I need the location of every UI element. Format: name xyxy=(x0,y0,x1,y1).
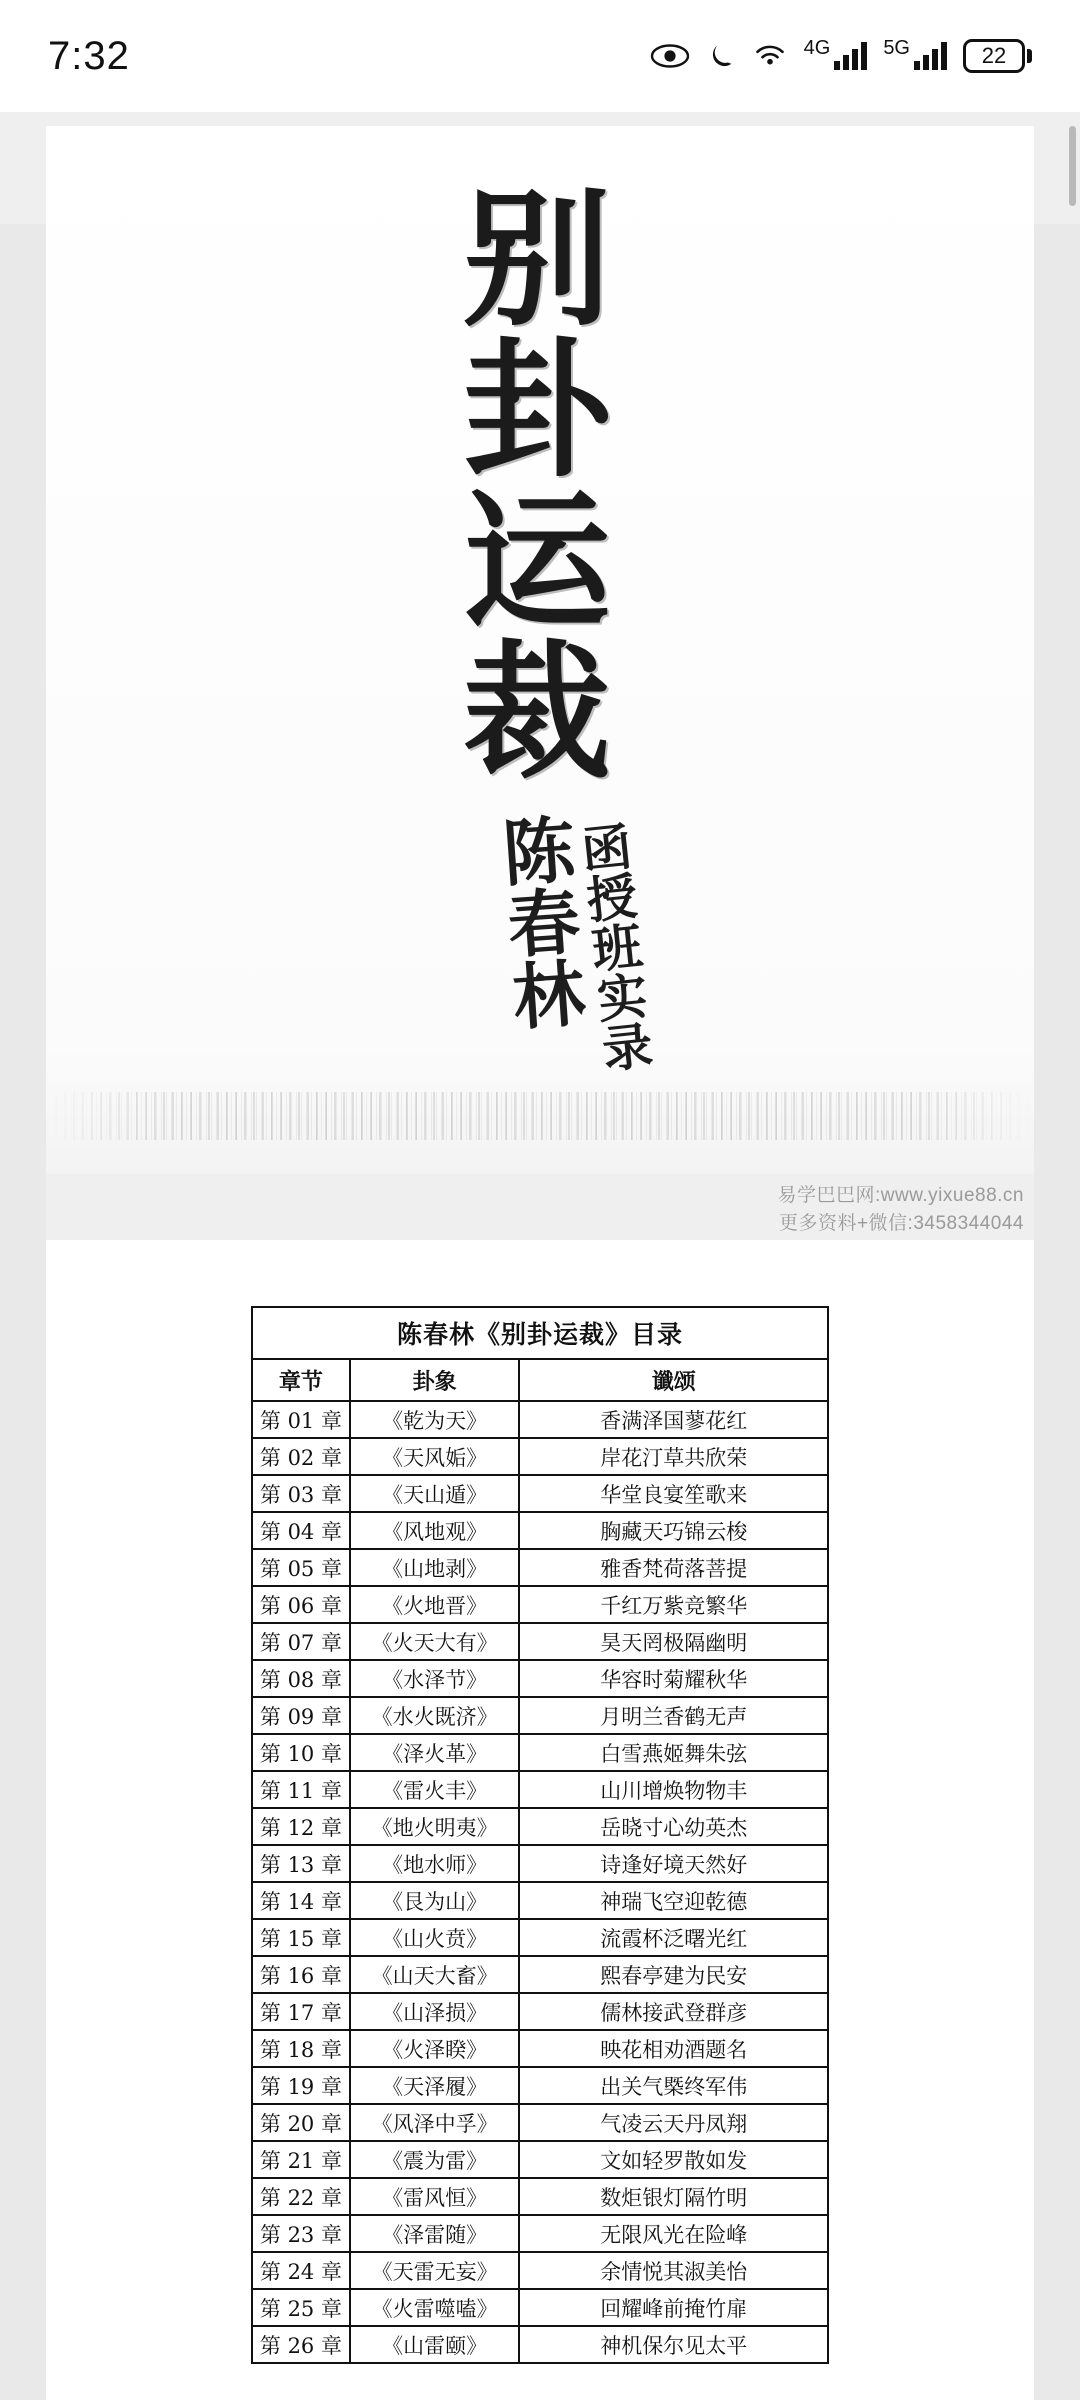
toc-cell-song: 气凌云天丹凤翔 xyxy=(519,2104,828,2141)
toc-cell-chapter: 第 06 章 xyxy=(252,1586,350,1623)
toc-cell-chapter: 第 13 章 xyxy=(252,1845,350,1882)
cover-series-label: 函授班实录 xyxy=(571,819,657,1075)
toc-cell-song: 诗逢好境天然好 xyxy=(519,1845,828,1882)
toc-cell-chapter: 第 05 章 xyxy=(252,1549,350,1586)
toc-cell-song: 流霞杯泛曙光红 xyxy=(519,1919,828,1956)
toc-cell-gua: 《山火贲》 xyxy=(350,1919,520,1956)
toc-cell-song: 胸藏天巧锦云梭 xyxy=(519,1512,828,1549)
document-scroll-area[interactable] xyxy=(0,112,1080,2400)
toc-cell-gua: 《雷风恒》 xyxy=(350,2178,520,2215)
toc-cell-chapter: 第 12 章 xyxy=(252,1808,350,1845)
toc-cell-gua: 《山天大畜》 xyxy=(350,1956,520,1993)
toc-cell-chapter: 第 20 章 xyxy=(252,2104,350,2141)
table-row[interactable] xyxy=(252,2252,828,2289)
toc-cell-chapter: 第 24 章 xyxy=(252,2252,350,2289)
cover-title-char-1: 别 xyxy=(463,172,617,346)
battery-level-label: 22 xyxy=(963,39,1025,73)
toc-cell-gua: 《山泽损》 xyxy=(350,1993,520,2030)
table-row[interactable] xyxy=(252,1771,828,1808)
toc-cell-song: 回耀峰前掩竹扉 xyxy=(519,2289,828,2326)
toc-title: 陈春林《别卦运裁》目录 xyxy=(252,1307,828,1359)
table-row[interactable] xyxy=(252,1919,828,1956)
toc-cell-song: 熙春亭建为民安 xyxy=(519,1956,828,1993)
toc-cell-chapter: 第 14 章 xyxy=(252,1882,350,1919)
table-row[interactable] xyxy=(252,1512,828,1549)
toc-cell-chapter: 第 23 章 xyxy=(252,2215,350,2252)
table-row[interactable] xyxy=(252,1660,828,1697)
toc-cell-gua: 《泽火革》 xyxy=(350,1734,520,1771)
battery-indicator xyxy=(963,39,1032,73)
status-icons xyxy=(650,36,1032,73)
toc-cell-song: 映花相劝酒题名 xyxy=(519,2030,828,2067)
table-row[interactable] xyxy=(252,2104,828,2141)
toc-cell-song: 岸花汀草共欣荣 xyxy=(519,1438,828,1475)
toc-cell-song: 千红万紫竞繁华 xyxy=(519,1586,828,1623)
toc-header-gua: 卦象 xyxy=(350,1359,520,1401)
toc-cell-song: 文如轻罗散如发 xyxy=(519,2141,828,2178)
table-row[interactable] xyxy=(252,2326,828,2363)
table-row[interactable] xyxy=(252,1993,828,2030)
toc-cell-chapter: 第 04 章 xyxy=(252,1512,350,1549)
toc-cell-chapter: 第 25 章 xyxy=(252,2289,350,2326)
table-row[interactable] xyxy=(252,2141,828,2178)
toc-cell-chapter: 第 22 章 xyxy=(252,2178,350,2215)
watermark-line-1: 易学巴巴网:www.yixue88.cn xyxy=(777,1185,1024,1206)
toc-cell-song: 雅香梵荷落菩提 xyxy=(519,1549,828,1586)
signal-bars-sim2 xyxy=(914,42,947,70)
page-right-margin xyxy=(1034,224,1080,2400)
cover-title-char-3: 运 xyxy=(463,473,617,648)
signal-bars-sim1 xyxy=(834,42,867,70)
network-type-5g: 5G xyxy=(883,36,910,59)
status-clock: 7:32 xyxy=(48,33,130,78)
table-row[interactable] xyxy=(252,2067,828,2104)
toc-cell-gua: 《乾为天》 xyxy=(350,1401,520,1438)
table-row[interactable] xyxy=(252,1586,828,1623)
table-row[interactable] xyxy=(252,1734,828,1771)
toc-cell-chapter: 第 16 章 xyxy=(252,1956,350,1993)
toc-cell-gua: 《火地晋》 xyxy=(350,1586,520,1623)
table-row[interactable] xyxy=(252,1845,828,1882)
toc-cell-gua: 《天泽履》 xyxy=(350,2067,520,2104)
toc-cell-gua: 《泽雷随》 xyxy=(350,2215,520,2252)
table-row[interactable] xyxy=(252,2178,828,2215)
toc-cell-song: 无限风光在险峰 xyxy=(519,2215,828,2252)
watermark-band xyxy=(46,1174,1034,1240)
toc-cell-gua: 《地水师》 xyxy=(350,1845,520,1882)
toc-cell-song: 数炬银灯隔竹明 xyxy=(519,2178,828,2215)
toc-cell-chapter: 第 03 章 xyxy=(252,1475,350,1512)
toc-cell-gua: 《火泽睽》 xyxy=(350,2030,520,2067)
toc-cell-chapter: 第 15 章 xyxy=(252,1919,350,1956)
toc-title-row xyxy=(252,1307,828,1359)
toc-header-chapter: 章节 xyxy=(252,1359,350,1401)
toc-cell-song: 华容时菊耀秋华 xyxy=(519,1660,828,1697)
vertical-scrollbar[interactable] xyxy=(1069,126,1076,206)
toc-cell-song: 华堂良宴笙歌来 xyxy=(519,1475,828,1512)
wifi-icon xyxy=(752,42,788,70)
table-row[interactable] xyxy=(252,1697,828,1734)
table-row[interactable] xyxy=(252,1623,828,1660)
page-left-margin xyxy=(0,224,46,2400)
toc-cell-gua: 《震为雷》 xyxy=(350,2141,520,2178)
toc-cell-song: 香满泽国蓼花红 xyxy=(519,1401,828,1438)
toc-cell-gua: 《地火明夷》 xyxy=(350,1808,520,1845)
table-row[interactable] xyxy=(252,2030,828,2067)
toc-cell-song: 神机保尔见太平 xyxy=(519,2326,828,2363)
toc-cell-song: 出关气槩终军伟 xyxy=(519,2067,828,2104)
toc-cell-chapter: 第 26 章 xyxy=(252,2326,350,2363)
toc-cell-song: 山川增焕物物丰 xyxy=(519,1771,828,1808)
cover-title xyxy=(46,172,1034,799)
table-row[interactable] xyxy=(252,2215,828,2252)
cover-page xyxy=(46,126,1034,1174)
toc-table xyxy=(251,1306,829,2364)
toc-header-song: 谶颂 xyxy=(519,1359,828,1401)
toc-cell-song: 昊天罔极隔幽明 xyxy=(519,1623,828,1660)
toc-cell-chapter: 第 01 章 xyxy=(252,1401,350,1438)
table-row[interactable] xyxy=(252,1401,828,1438)
toc-cell-chapter: 第 21 章 xyxy=(252,2141,350,2178)
toc-cell-gua: 《火雷噬嗑》 xyxy=(350,2289,520,2326)
battery-cap xyxy=(1027,49,1032,63)
toc-cell-gua: 《天山遁》 xyxy=(350,1475,520,1512)
toc-header-row xyxy=(252,1359,828,1401)
toc-cell-gua: 《火天大有》 xyxy=(350,1623,520,1660)
toc-cell-song: 神瑞飞空迎乾德 xyxy=(519,1882,828,1919)
toc-cell-gua: 《水泽节》 xyxy=(350,1660,520,1697)
cover-title-char-2: 卦 xyxy=(463,322,617,497)
table-row[interactable] xyxy=(252,1549,828,1586)
table-row[interactable] xyxy=(252,1475,828,1512)
cover-subtitle-group xyxy=(46,811,1034,1075)
table-row[interactable] xyxy=(252,1808,828,1845)
moon-icon xyxy=(706,41,736,71)
toc-cell-chapter: 第 11 章 xyxy=(252,1771,350,1808)
toc-cell-chapter: 第 19 章 xyxy=(252,2067,350,2104)
toc-cell-chapter: 第 17 章 xyxy=(252,1993,350,2030)
table-row[interactable] xyxy=(252,2289,828,2326)
watermark-line-2: 更多资料+微信:3458344044 xyxy=(778,1213,1024,1234)
toc-cell-chapter: 第 10 章 xyxy=(252,1734,350,1771)
status-bar xyxy=(0,0,1080,112)
cover-texture xyxy=(46,1092,1034,1140)
network-type-4g: 4G xyxy=(803,36,831,59)
eye-icon xyxy=(650,43,690,69)
toc-cell-song: 月明兰香鹤无声 xyxy=(519,1697,828,1734)
toc-cell-gua: 《水火既济》 xyxy=(350,1697,520,1734)
cover-author: 陈春林 xyxy=(487,811,588,1033)
toc-cell-gua: 《天雷无妄》 xyxy=(350,2252,520,2289)
toc-cell-song: 岳晓寸心幼英杰 xyxy=(519,1808,828,1845)
toc-cell-chapter: 第 08 章 xyxy=(252,1660,350,1697)
toc-cell-gua: 《雷火丰》 xyxy=(350,1771,520,1808)
toc-cell-gua: 《山地剥》 xyxy=(350,1549,520,1586)
toc-cell-gua: 《风泽中孚》 xyxy=(350,2104,520,2141)
toc-cell-chapter: 第 02 章 xyxy=(252,1438,350,1475)
toc-cell-chapter: 第 18 章 xyxy=(252,2030,350,2067)
toc-page xyxy=(46,1240,1034,2400)
table-row[interactable] xyxy=(252,1438,828,1475)
toc-cell-gua: 《艮为山》 xyxy=(350,1882,520,1919)
table-row[interactable] xyxy=(252,1882,828,1919)
toc-cell-song: 儒林接武登群彦 xyxy=(519,1993,828,2030)
toc-cell-gua: 《风地观》 xyxy=(350,1512,520,1549)
table-row[interactable] xyxy=(252,1956,828,1993)
cover-title-char-4: 裁 xyxy=(463,624,617,799)
toc-body xyxy=(252,1401,828,2363)
toc-cell-song: 白雪燕姬舞朱弦 xyxy=(519,1734,828,1771)
toc-cell-gua: 《山雷颐》 xyxy=(350,2326,520,2363)
toc-cell-song: 余情悦其淑美怡 xyxy=(519,2252,828,2289)
toc-cell-chapter: 第 09 章 xyxy=(252,1697,350,1734)
toc-cell-gua: 《天风姤》 xyxy=(350,1438,520,1475)
toc-cell-chapter: 第 07 章 xyxy=(252,1623,350,1660)
